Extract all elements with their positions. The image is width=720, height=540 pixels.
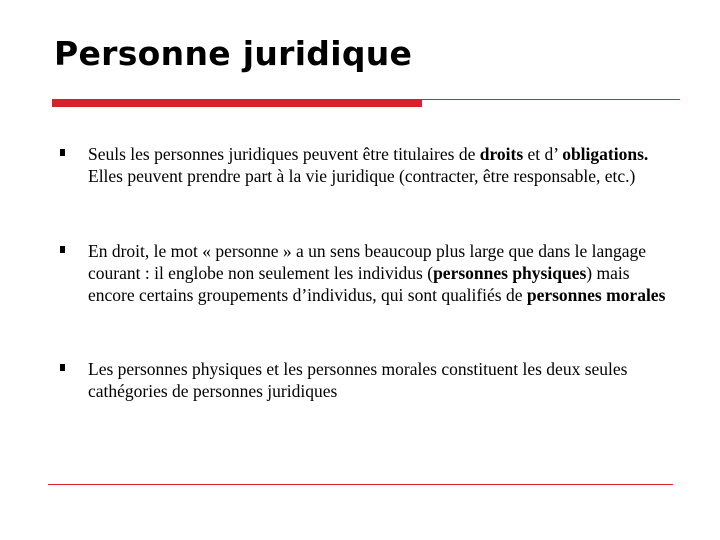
bullet-text (88, 143, 668, 187)
title-underline-thick (52, 99, 422, 107)
square-bullet-icon (60, 364, 65, 371)
text-segment: ) mais encore certains groupements d’individus, qui sont qualifiés de (88, 263, 630, 305)
footer-divider (48, 484, 673, 485)
text-segment: Elles peuvent prendre part à la vie juridique (contracter, être responsable, etc.) (88, 166, 636, 186)
square-bullet-icon (60, 149, 65, 156)
text-segment: et d’ (523, 144, 563, 164)
bullet-text (88, 358, 668, 402)
bold-term-personnes-morales: personnes morales (526, 285, 666, 305)
text-segment: Seuls les personnes juridiques peuvent être titulaires de (88, 144, 480, 164)
bold-term-obligations: obligations. (562, 144, 649, 164)
text-segment: Les personnes physiques et les personnes morales constituent les deux seules cathégories de personnes juridiques (88, 359, 628, 401)
slide-title: Personne juridique (54, 34, 413, 73)
square-bullet-icon (60, 246, 65, 253)
text-segment: En droit, le mot « personne » a un sens beaucoup plus large que dans le langage courant : il englobe non seulement les individus ( (88, 241, 647, 283)
title-underline-thin (422, 99, 680, 100)
bold-term-droits: droits (479, 144, 524, 164)
bold-term-personnes-physiques: personnes physiques (433, 263, 587, 283)
bullet-text (88, 240, 668, 306)
